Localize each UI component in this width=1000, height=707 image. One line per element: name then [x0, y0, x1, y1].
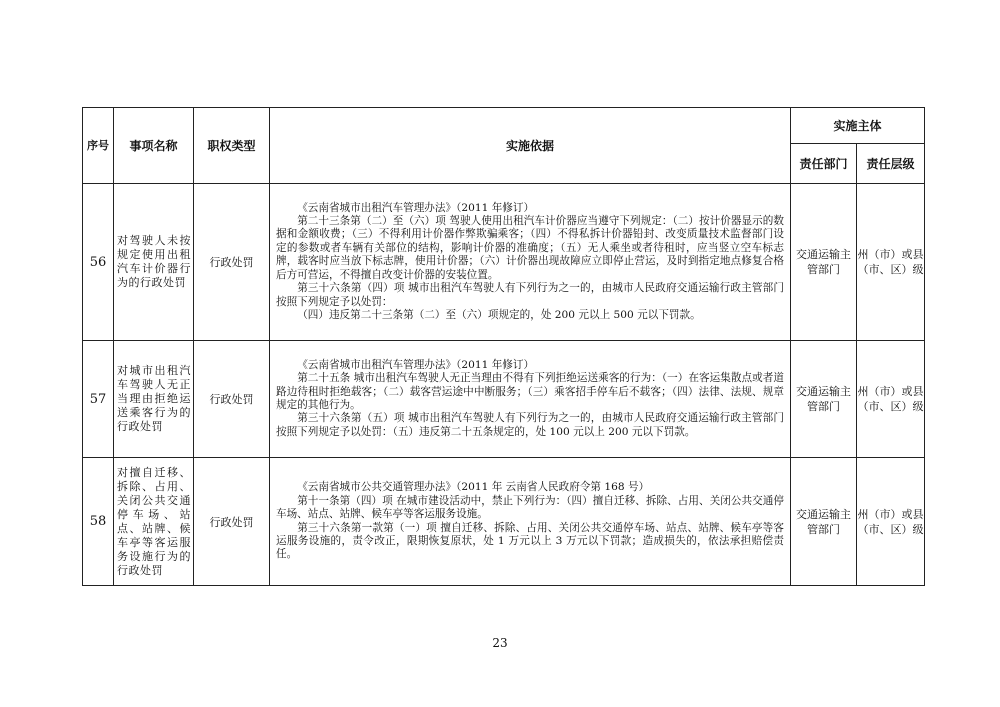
basis-paragraph: （四）违反第二十三条第（二）至（六）项规定的，处 200 元以上 500 元以下罚款。 — [297, 308, 701, 321]
row-seq: 57 — [83, 341, 114, 458]
basis-paragraph: 《云南省城市公共交通管理办法》（2011 年 云南省人民政府令第 168 号） — [297, 481, 650, 494]
header-subject: 实施主体 — [791, 108, 925, 144]
header-level: 责任层级 — [857, 144, 925, 184]
page-number: 23 — [492, 636, 508, 650]
header-dept: 责任部门 — [791, 144, 857, 184]
table-header-row — [83, 108, 925, 144]
header-basis: 实施依据 — [270, 108, 791, 184]
row-basis — [270, 341, 791, 458]
basis-paragraph: 第二十三条第（二）至（六）项 驾驶人使用出租汽车计价器应当遵守下列规定：（二）按计价器显示的数据和金额收费；（三）不得利用计价器作弊欺骗乘客；（四）不得私拆计价器铅封、改变质量技术监督部门设定的参数或者车辆有关部位的结构，影响计价器的准确度；（五）无人乘坐或者待租时，应当竖立空车标志牌，载客时应当放下标志牌，使用计价器；（六）计价器出现故障应立即停止营运，及时到指定地点修复合格后方可营运，不得擅自改变计价器的安装位置。 — [276, 215, 784, 281]
row-dept: 交通运输主管部门 — [791, 184, 857, 341]
row-right-type: 行政处罚 — [194, 458, 270, 586]
row-dept: 交通运输主管部门 — [791, 341, 857, 458]
row-item-name: 对城市出租汽车驾驶人无正当理由拒绝运送乘客行为的行政处罚 — [117, 364, 191, 433]
row-level: 州（市）或县（市、区）级 — [857, 184, 925, 341]
row-basis — [270, 184, 791, 341]
basis-paragraph: 第三十六条第一款第（一）项 擅自迁移、拆除、占用、关闭公共交通停车场、站点、站牌、候车亭等客运服务设施的，责令改正，限期恢复原状，处 1 万元以上 3 万元以下罚款；造成损失的，依法承担赔偿责任。 — [276, 521, 784, 561]
basis-paragraph: 第二十五条 城市出租汽车驾驶人无正当理由不得有下列拒绝运送乘客的行为：（一）在客运集散点或者道路边待租时拒绝载客；（二）载客营运途中中断服务；（三）乘客招手停车后不载客；（四）法律、法规、规章规定的其他行为。 — [276, 372, 784, 411]
basis-paragraph: 第三十六条第（五）项 城市出租汽车驾驶人有下列行为之一的，由城市人民政府交通运输行政主管部门按照下列规定予以处罚：（五）违反第二十五条规定的，处 100 元以上 200 元以下罚款。 — [276, 412, 784, 438]
table-row — [83, 184, 925, 341]
table-row — [83, 458, 925, 586]
row-level: 州（市）或县（市、区）级 — [857, 458, 925, 586]
row-basis — [270, 458, 791, 586]
basis-paragraph: 第十一条第（四）项 在城市建设活动中，禁止下列行为：（四）擅自迁移、拆除、占用、关闭公共交通停车场、站点、站牌、候车亭等客运服务设施。 — [276, 494, 784, 521]
row-seq: 56 — [83, 184, 114, 341]
header-name: 事项名称 — [114, 108, 194, 184]
table-row — [83, 341, 925, 458]
row-dept: 交通运输主管部门 — [791, 458, 857, 586]
row-item-name: 对擅自迁移、拆除、占用、关闭公共交通停车场、站点、站牌、候车亭等客运服务设施行为的行政处罚 — [117, 465, 191, 577]
row-right-type: 行政处罚 — [194, 184, 270, 341]
row-item-name: 对驾驶人未按规定使用出租汽车计价器行为的行政处罚 — [117, 234, 191, 289]
header-seq: 序号 — [83, 108, 114, 184]
row-right-type: 行政处罚 — [194, 341, 270, 458]
basis-paragraph: 《云南省城市出租汽车管理办法》（2011 年修订） — [297, 201, 535, 214]
administrative-penalty-table — [82, 107, 925, 586]
header-right-type: 职权类型 — [194, 108, 270, 184]
row-seq: 58 — [83, 458, 114, 586]
basis-paragraph: 《云南省城市出租汽车管理办法》（2011 年修订） — [297, 358, 535, 371]
basis-paragraph: 第三十六条第（四）项 城市出租汽车驾驶人有下列行为之一的，由城市人民政府交通运输行政主管部门按照下列规定予以处罚： — [276, 282, 784, 308]
row-level: 州（市）或县（市、区）级 — [857, 341, 925, 458]
